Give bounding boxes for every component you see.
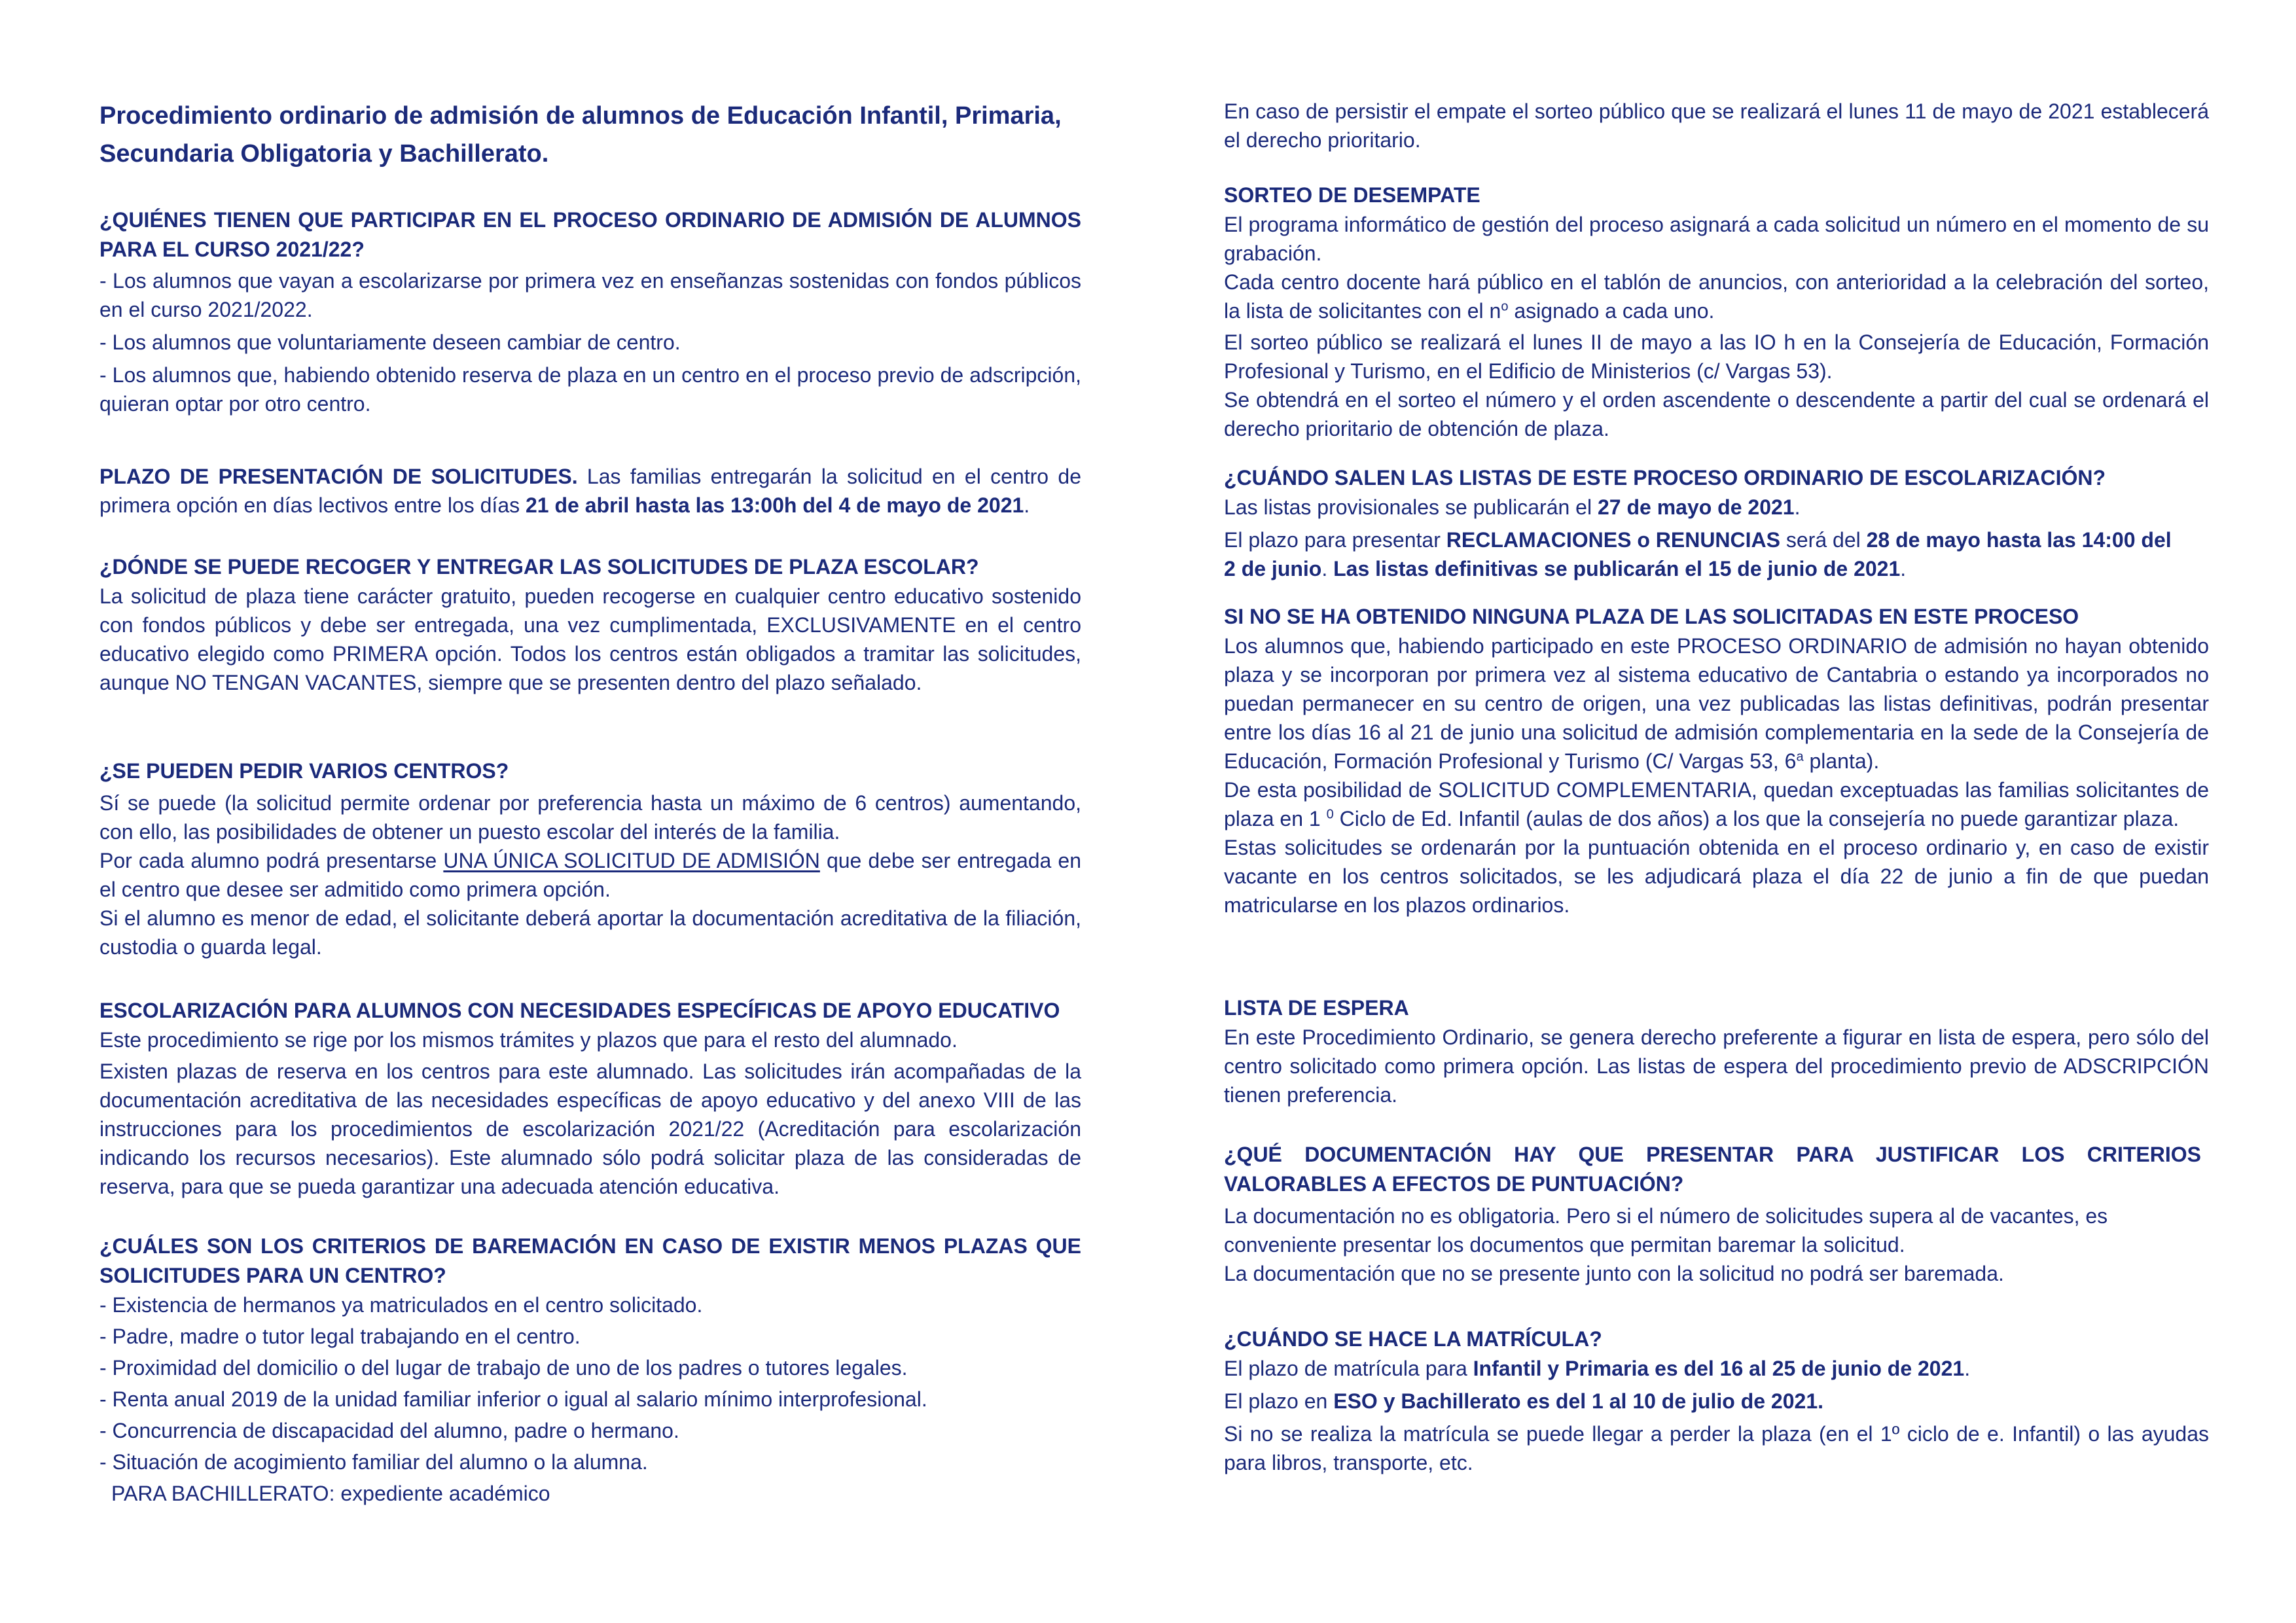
section-documentacion: [1224, 1140, 2209, 1288]
list-item: - Padre, madre o tutor legal trabajando en el centro.: [99, 1325, 581, 1348]
section-plazo: [99, 462, 1081, 520]
section-necesidades: [99, 996, 1081, 1201]
list-item: - Concurrencia de discapacidad del alumno, padre o hermano.: [99, 1419, 679, 1442]
heading-donde: ¿DÓNDE SE PUEDE RECOGER Y ENTREGAR LAS SOLICITUDES DE PLAZA ESCOLAR?: [99, 555, 979, 579]
noplaza-paragraph-3: Estas solicitudes se ordenarán por la puntuación obtenida en el proceso ordinario y, en caso de existir vacante en los centros solicitados, se les adjudicará plaza el día 22 de junio a fin de que puedan matricularse en los plazos ordinarios.: [1224, 836, 2209, 917]
section-donde: [99, 552, 1081, 697]
section-criterios: [99, 1232, 1081, 1508]
list-item: - Proximidad del domicilio o del lugar de trabajo de uno de los padres o tutores legales.: [99, 1356, 908, 1380]
necesidades-paragraph-1: Este procedimiento se rige por los mismos trámites y plazos que para el resto del alumnado.: [99, 1028, 958, 1052]
list-item: - Situación de acogimiento familiar del alumno o la alumna.: [99, 1450, 648, 1474]
heading-criterios: ¿CUÁLES SON LOS CRITERIOS DE BAREMACIÓN EN CASO DE EXISTIR MENOS PLAZAS QUE SOLICITUDES PARA UN CENTRO?: [99, 1234, 1081, 1287]
matricula-paragraph-1: El plazo de matrícula para Infantil y Primaria es del 16 al 25 de junio de 2021.: [1224, 1357, 1971, 1380]
heading-noplaza: SI NO SE HA OBTENIDO NINGUNA PLAZA DE LAS SOLICITADAS EN ESTE PROCESO: [1224, 605, 2079, 628]
section-quienes: [99, 205, 1081, 418]
list-item: - Los alumnos que voluntariamente deseen cambiar de centro.: [99, 330, 681, 354]
sorteo-paragraph-3: El sorteo público se realizará el lunes II de mayo a las IO h en la Consejería de Educación, Formación Profesional y Turismo, en el Edificio de Ministerios (c/ Vargas 53).: [1224, 330, 2209, 383]
matricula-paragraph-3: Si no se realiza la matrícula se puede llegar a perder la plaza (en el 1º ciclo de e. Infantil) o las ayudas para libros, transporte, etc.: [1224, 1422, 2209, 1474]
necesidades-paragraph-2: Existen plazas de reserva en los centros para este alumnado. Las solicitudes irán acompañadas de la documentación acreditativa de las necesidades específicas de apoyo educativo y del anexo VIII de las instrucciones para los procedimientos de escolarización 2021/22 (Acreditación para escolarización indicando los recursos necesarios). Este alumnado sólo podrá solicitar plaza de las consideradas de reserva, para que se pueda garantizar una adecuada atención educativa.: [99, 1060, 1081, 1198]
documentacion-paragraph-2: La documentación que no se presente junto con la solicitud no podrá ser baremada.: [1224, 1262, 2004, 1285]
heading-documentacion: ¿QUÉ DOCUMENTACIÓN HAY QUE PRESENTAR PARA JUSTIFICAR LOS CRITERIOS VALORABLES A EFECTOS DE PUNTUACIÓN?: [1224, 1143, 2201, 1196]
heading-necesidades: ESCOLARIZACIÓN PARA ALUMNOS CON NECESIDADES ESPECÍFICAS DE APOYO EDUCATIVO: [99, 999, 1060, 1022]
documentacion-paragraph-1: La documentación no es obligatoria. Pero si el número de solicitudes supera al de vacantes, es conveniente presentar los documentos que permitan baremar la solicitud.: [1224, 1204, 2108, 1257]
list-item: - Los alumnos que vayan a escolarizarse por primera vez en enseñanzas sostenidas con fondos públicos en el curso 2021/2022.: [99, 269, 1081, 321]
matricula-paragraph-2: El plazo en ESO y Bachillerato es del 1 al 10 de julio de 2021.: [1224, 1389, 1823, 1413]
sorteo-paragraph-1: El programa informático de gestión del proceso asignará a cada solicitud un número en el momento de su grabación.: [1224, 213, 2209, 265]
sorteo-paragraph-4: Se obtendrá en el sorteo el número y el orden ascendente o descendente a partir del cual se ordenará el derecho prioritario de obtención de plaza.: [1224, 388, 2209, 440]
heading-listas: ¿CUÁNDO SALEN LAS LISTAS DE ESTE PROCESO ORDINARIO DE ESCOLARIZACIÓN?: [1224, 466, 2106, 490]
section-matricula: [1224, 1325, 2209, 1477]
section-sorteo: [1224, 181, 2209, 443]
varios-paragraph-3: Si el alumno es menor de edad, el solicitante deberá aportar la documentación acreditativa de la filiación, custodia o guarda legal.: [99, 906, 1081, 959]
donde-paragraph: La solicitud de plaza tiene carácter gratuito, pueden recogerse en cualquier centro educativo sostenido con fondos públicos y debe ser entregada, una vez cumplimentada, EXCLUSIVAMENTE en el centro educativo elegido como PRIMERA opción. Todos los centros están obligados a tramitar las solicitudes, aunque NO TENGAN VACANTES, siempre que se presenten dentro del plazo señalado.: [99, 584, 1081, 694]
varios-paragraph-1: Sí se puede (la solicitud permite ordenar por preferencia hasta un máximo de 6 centros) aumentando, con ello, las posibilidades de obtener un puesto escolar del interés de la familia.: [99, 791, 1081, 844]
heading-sorteo: SORTEO DE DESEMPATE: [1224, 183, 1480, 207]
section-espera: [1224, 993, 2209, 1109]
list-item: - Renta anual 2019 de la unidad familiar inferior o igual al salario mínimo interprofesional.: [99, 1387, 927, 1411]
document-title: Procedimiento ordinario de admisión de alumnos de Educación Infantil, Primaria, Secundaria Obligatoria y Bachillerato.: [99, 102, 1062, 168]
noplaza-paragraph-1: Los alumnos que, habiendo participado en este PROCESO ORDINARIO de admisión no hayan obtenido plaza y se incorporan por primera vez al sistema educativo de Cantabria o estando ya incorporados no puedan permanecer en su centro de origen, una vez publicadas las listas definitivas, podrán presentar entre los días 16 al 21 de junio una solicitud de admisión complementaria en la sede de la Consejería de Educación, Formación Profesional y Turismo (C/ Vargas 53, 6$^a$ planta).: [1224, 634, 2209, 773]
empate-paragraph: En caso de persistir el empate el sorteo público que se realizará el lunes 11 de mayo de 2021 establecerá el derecho prioritario.: [1224, 99, 2209, 152]
heading-quienes: ¿QUIÉNES TIENEN QUE PARTICIPAR EN EL PROCESO ORDINARIO DE ADMISIÓN DE ALUMNOS PARA EL CURSO 2021/22?: [99, 208, 1081, 261]
plazo-paragraph: PLAZO DE PRESENTACIÓN DE SOLICITUDES. Las familias entregarán la solicitud en el centro de primera opción en días lectivos entre los días 21 de abril hasta las 13:00h del 4 de mayo de 2021.: [99, 465, 1082, 517]
section-empate: [1224, 97, 2209, 154]
section-varios: [99, 757, 1081, 961]
bachillerato-criterion: PARA BACHILLERATO: expediente académico: [111, 1482, 550, 1505]
varios-paragraph-2: Por cada alumno podrá presentarse UNA ÚNICA SOLICITUD DE ADMISIÓN que debe ser entregada en el centro que desee ser admitido como primera opción.: [99, 849, 1082, 901]
section-listas: [1224, 463, 2209, 583]
heading-matricula: ¿CUÁNDO SE HACE LA MATRÍCULA?: [1224, 1327, 1602, 1351]
section-noplaza: [1224, 602, 2209, 919]
heading-varios: ¿SE PUEDEN PEDIR VARIOS CENTROS?: [99, 759, 509, 783]
list-item: - Los alumnos que, habiendo obtenido reserva de plaza en un centro en el proceso previo de adscripción, quieran optar por otro centro.: [99, 363, 1081, 416]
listas-paragraph-1: Las listas provisionales se publicarán el 27 de mayo de 2021.: [1224, 495, 1801, 519]
sorteo-paragraph-2: Cada centro docente hará público en el tablón de anuncios, con anterioridad a la celebración del sorteo, la lista de solicitantes con el $n^o$ asignado a cada uno.: [1224, 270, 2209, 323]
list-item: - Existencia de hermanos ya matriculados en el centro solicitado.: [99, 1293, 703, 1317]
heading-plazo: PLAZO DE PRESENTACIÓN DE SOLICITUDES.: [99, 465, 578, 488]
listas-paragraph-2: El plazo para presentar RECLAMACIONES o RENUNCIAS será del 28 de mayo hasta las 14:00 del 2 de junio. Las listas definitivas se publicarán el 15 de junio de 2021.: [1224, 528, 2172, 580]
noplaza-paragraph-2: De esta posibilidad de SOLICITUD COMPLEMENTARIA, quedan exceptuadas las familias solicitantes de plaza en 1 $^0$ Ciclo de Ed. Infantil (aulas de dos años) a los que la consejería no puede garantizar plaza.: [1224, 778, 2209, 830]
espera-paragraph: En este Procedimiento Ordinario, se genera derecho preferente a figurar en lista de espera, pero sólo del centro solicitado como primera opción. Las listas de espera del procedimiento previo de ADSCRIPCIÓN tienen preferencia.: [1224, 1026, 2209, 1107]
heading-espera: LISTA DE ESPERA: [1224, 996, 1409, 1020]
